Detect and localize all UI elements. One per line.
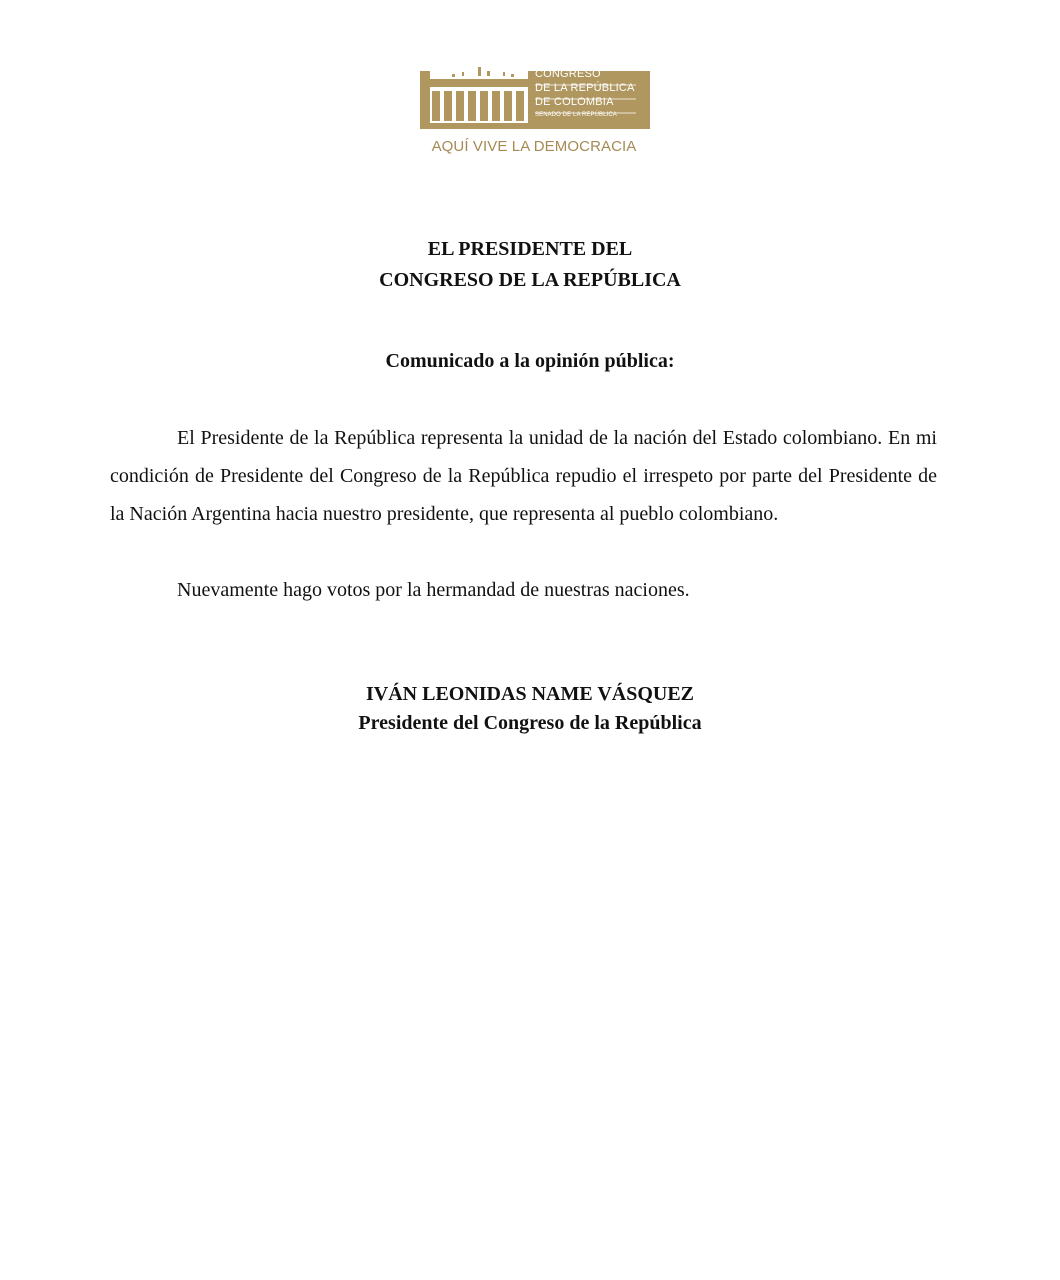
logo-line-1: CONGRESO: [535, 68, 601, 80]
document-title: [0, 234, 1060, 296]
congress-logo: [418, 60, 650, 160]
title-line-2: CONGRESO DE LA REPÚBLICA: [379, 269, 681, 291]
document-subtitle: Comunicado a la opinión pública:: [385, 350, 675, 372]
body-paragraph-1: El Presidente de la República representa la unidad de la nación del Estado colombiano. En mi condición de Presidente del Congreso de la República repudio el irrespeto por parte del Presidente de la Nación Argentina hacia nuestro presidente, que representa al pueblo colombiano.: [110, 427, 937, 525]
signature-block: [0, 680, 1060, 738]
logo-tagline: AQUÍ VIVE LA DEMOCRACIA: [431, 138, 637, 155]
signature-name: IVÁN LEONIDAS NAME VÁSQUEZ: [365, 683, 695, 705]
logo-small-line: SENADO DE LA REPÚBLICA: [535, 112, 617, 118]
logo-line-3: DE COLOMBIA: [535, 96, 614, 108]
logo-text: [535, 69, 635, 120]
logo-line-2: DE LA REPÚBLICA: [535, 82, 635, 94]
title-line-1: EL PRESIDENTE DEL: [427, 238, 633, 260]
signature-title: Presidente del Congreso de la República: [358, 712, 702, 734]
body-paragraph-2: Nuevamente hago votos por la hermandad de nuestras naciones.: [177, 579, 690, 601]
